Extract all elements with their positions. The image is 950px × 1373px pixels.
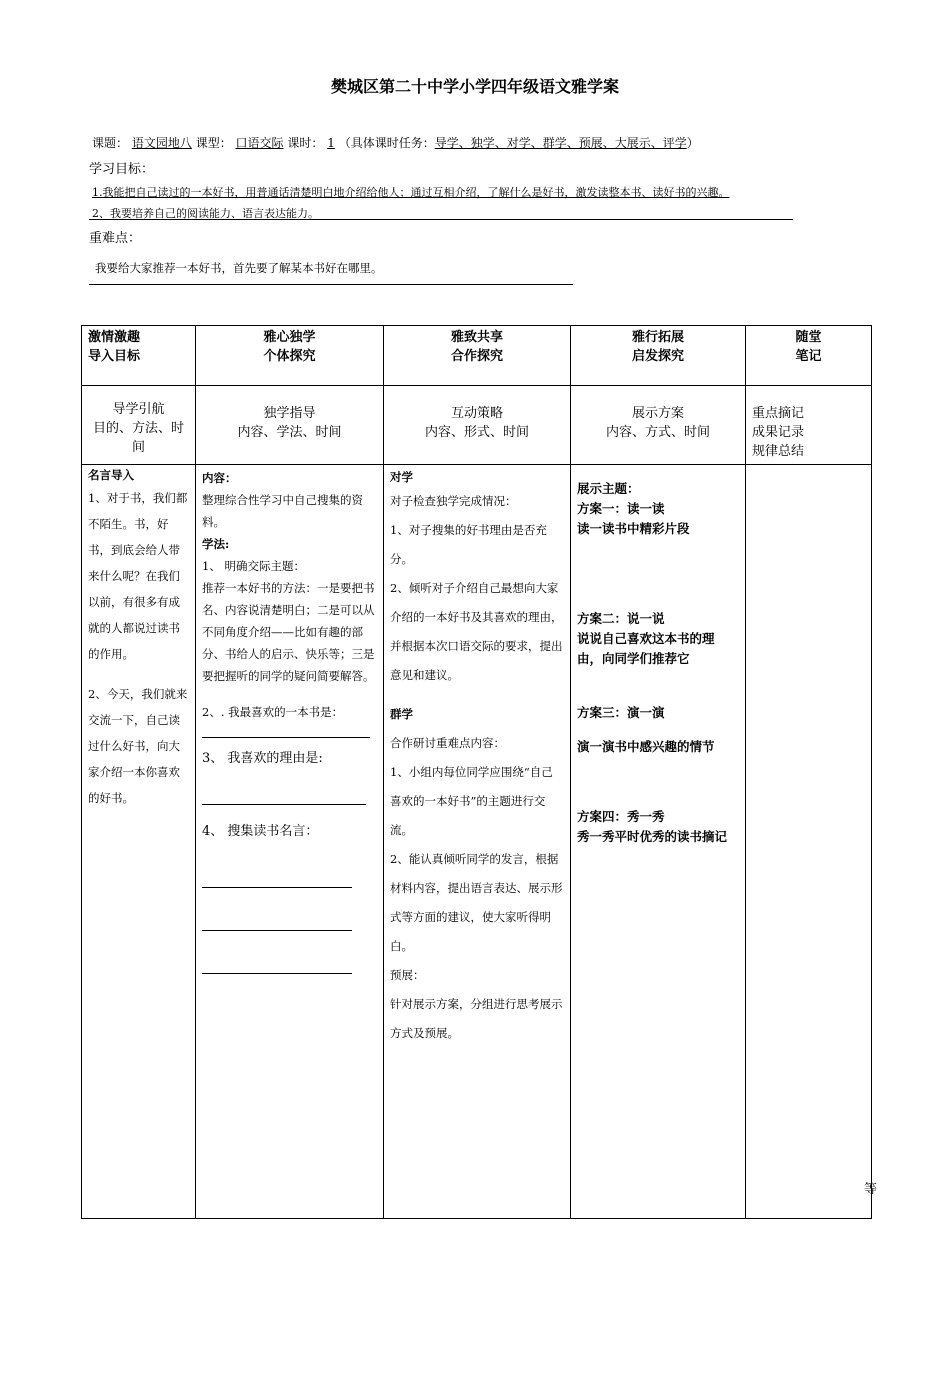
col2-content: 整理综合性学习中自己搜集的资料。 <box>202 493 363 529</box>
content-col1 <box>82 465 196 1219</box>
header-row <box>82 326 872 386</box>
key-points-underline <box>89 284 573 285</box>
col2-content-label: 内容： <box>202 471 237 485</box>
subheader-col5: 重点摘记 成果记录 规律总结 <box>746 386 872 465</box>
content-col3 <box>384 465 571 1219</box>
quote-blank-3 <box>202 959 352 974</box>
subheader-col1: 导学引航 目的、方法、时 间 <box>82 386 196 465</box>
col2-method-1: 1、 明确交际主题： <box>202 559 305 573</box>
plan-4-title: 方案四：秀一秀 <box>577 809 665 824</box>
header-col3: 雅致共享 合作探究 <box>384 326 571 386</box>
type-label: 课型： <box>195 136 232 150</box>
lesson-plan-table <box>81 325 872 1219</box>
col2-method-4: 4、 搜集读书名言： <box>202 824 319 839</box>
key-points-label: 重难点： <box>89 231 142 246</box>
subheader-row <box>82 386 872 465</box>
col2-method-3: 3、 我喜欢的理由是: <box>202 751 323 766</box>
content-col4 <box>571 465 746 1219</box>
plan-1-text: 读一读书中精彩片段 <box>577 521 690 536</box>
side-note: 等 <box>864 1182 878 1197</box>
quote-blank-1 <box>202 873 352 888</box>
content-col2 <box>196 465 384 1219</box>
header-col1: 激情激趣 导入目标 <box>82 326 196 386</box>
col3-preview-label: 预展： <box>390 968 425 982</box>
col1-heading: 名言导入 <box>88 468 134 482</box>
col4-theme-label: 展示主题： <box>577 481 640 496</box>
goals-label: 学习目标： <box>89 162 155 177</box>
topic-label: 课题： <box>92 136 129 150</box>
subheader-col4: 展示方案 内容、方式、时间 <box>571 386 746 465</box>
header-col5: 随堂 笔记 <box>746 326 872 386</box>
hours-label: 课时： <box>287 136 324 150</box>
favorite-book-blank <box>202 723 370 738</box>
col3-group-intro: 合作研讨重难点内容： <box>390 736 505 750</box>
key-points-text: 我要给大家推荐一本好书，首先要了解某本书好在哪里。 <box>95 261 383 275</box>
goal-item-2: 2、我要培养自己的阅读能力、语言表达能力。 <box>92 207 319 220</box>
col3-pair-2: 2、倾听对子介绍自己最想向大家介绍的一本好书及其喜欢的理由，并根据本次口语交际的要求，提出意见和建议。 <box>390 581 563 682</box>
subheader-col3: 互动策略 内容、形式、时间 <box>384 386 571 465</box>
col1-para-1: 1、对于书，我们都不陌生。书，好书，到底会给人带来什么呢？在我们以前，有很多有成就的人都说过读书的作用。 <box>88 491 188 661</box>
col3-group-1: 1、小组内每位同学应围绕“自己喜欢的一本好书”的主题进行交流。 <box>390 765 553 837</box>
col3-group-label: 群学 <box>390 707 413 721</box>
col2-method-label: 学法: <box>202 537 230 551</box>
plan-3-text: 演一演书中感兴趣的情节 <box>577 739 715 754</box>
col1-para-2: 2、今天，我们就来交流一下，自己读过什么好书，向大家介绍一本你喜欢的好书。 <box>88 687 188 805</box>
plan-4-text: 秀一秀平时优秀的读书摘记 <box>577 829 728 844</box>
hours-value: 1 <box>327 136 335 150</box>
goal-item-1: 1.我能把自己读过的一本好书，用普通话清楚明白地介绍给他人；通过互相介绍，了解什么是好书，激发读整本书、读好书的兴趣。 <box>92 186 730 199</box>
content-row <box>82 465 872 1219</box>
col2-method-2: 2、. 我最喜欢的一本书是： <box>202 705 344 719</box>
col3-pair-intro: 对子检查独学完成情况： <box>390 494 517 508</box>
tasks-prefix: （具体课时任务： <box>338 136 435 150</box>
col3-group-2: 2、能认真倾听同学的发言，根据材料内容，提出语言表达、展示形式等方面的建议，使大家听得明白。 <box>390 852 563 953</box>
topic-value: 语文园地八 <box>131 136 192 150</box>
content-col5 <box>746 465 872 1219</box>
col3-pair-1: 1、对子搜集的好书理由是否充分。 <box>390 523 547 566</box>
quote-blank-2 <box>202 916 352 931</box>
course-info-line <box>92 134 699 151</box>
reason-blank <box>202 790 366 805</box>
header-col4: 雅行拓展 启发探究 <box>571 326 746 386</box>
plan-2-text: 说说自己喜欢这本书的理由，向同学们推荐它 <box>577 631 715 666</box>
plan-2-title: 方案二：说一说 <box>577 611 665 626</box>
type-value: 口语交际 <box>235 136 284 150</box>
plan-1-title: 方案一：读一读 <box>577 501 665 516</box>
goal-underline <box>89 219 793 220</box>
page-title: 樊城区第二十中学小学四年级语文雅学案 <box>330 77 619 96</box>
tasks-suffix: ） <box>686 136 699 150</box>
tasks-value: 导学、独学、对学、群学、预展、大展示、评学 <box>434 136 687 150</box>
subheader-col2: 独学指导 内容、学法、时间 <box>196 386 384 465</box>
col2-method-1-text: 推荐一本好书的方法：一是要把书名、内容说清楚明白；二是可以从不同角度介绍——比如有趣的部分、书给人的启示、快乐等；三是要把握听的同学的疑问简要解答。 <box>202 581 375 683</box>
plan-3-title: 方案三：演一演 <box>577 705 665 720</box>
col3-preview: 针对展示方案，分组进行思考展示方式及预展。 <box>390 997 563 1040</box>
col3-pair-label: 对学 <box>390 470 413 484</box>
header-col2: 雅心独学 个体探究 <box>196 326 384 386</box>
